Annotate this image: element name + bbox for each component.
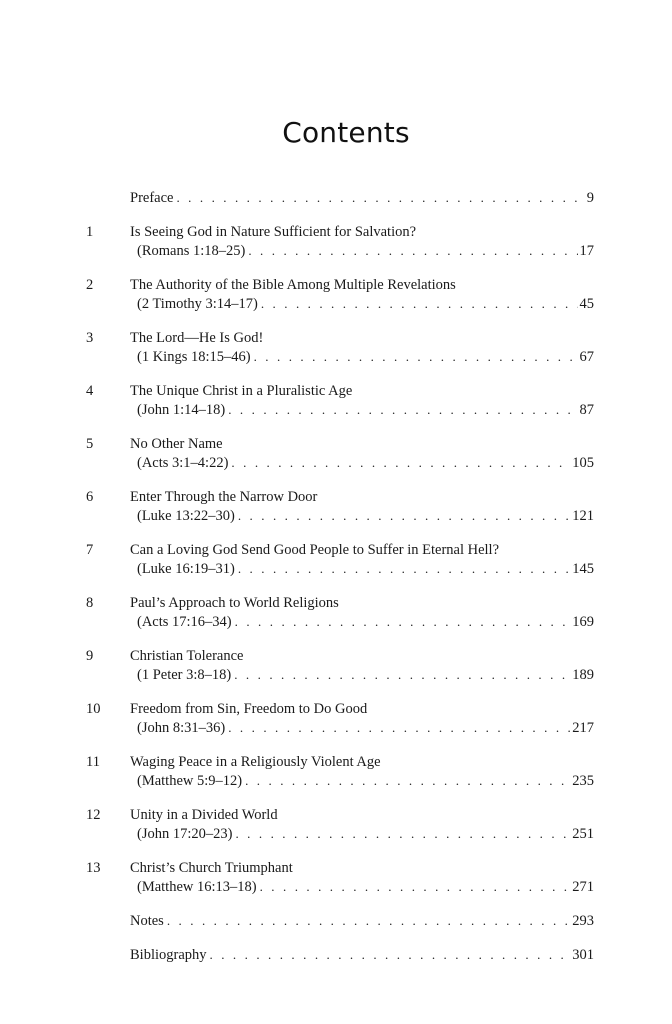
chapter-number: 8: [86, 595, 94, 611]
dot-leader: [238, 559, 570, 579]
toc-page-number: 9: [586, 190, 594, 206]
scripture-reference: (Matthew 16:13–18): [137, 879, 257, 895]
scripture-reference: (Acts 3:1–4:22): [137, 455, 229, 471]
scripture-reference: (2 Timothy 3:14–17): [137, 296, 258, 312]
chapter-title: No Other Name: [130, 436, 223, 452]
toc-entry-preface[interactable]: [130, 188, 594, 208]
toc-entry-label: Bibliography: [130, 947, 207, 963]
chapter-title: Enter Through the Narrow Door: [130, 489, 318, 505]
toc-page-number: 301: [572, 947, 594, 963]
toc-entry-bibliography[interactable]: [130, 945, 594, 965]
toc-chapter-4-ref[interactable]: [137, 400, 594, 420]
chapter-number: 11: [86, 754, 100, 770]
toc-page-number: 67: [579, 349, 594, 365]
scripture-reference: (John 8:31–36): [137, 720, 226, 736]
dot-leader: [176, 188, 584, 208]
page-title: Contents: [282, 116, 410, 149]
toc-chapter-11-ref[interactable]: [137, 771, 594, 791]
chapter-number: 4: [86, 383, 94, 399]
dot-leader: [248, 241, 577, 261]
dot-leader: [254, 347, 578, 367]
toc-page-number: 87: [579, 402, 594, 418]
chapter-title: Christian Tolerance: [130, 648, 244, 664]
toc-entry-label: Notes: [130, 913, 164, 929]
chapter-title: Unity in a Divided World: [130, 807, 278, 823]
toc-chapter-12-ref[interactable]: [137, 824, 594, 844]
chapter-title: The Lord—He Is God!: [130, 330, 264, 346]
chapter-number: 9: [86, 648, 94, 664]
toc-page-number: 293: [572, 913, 594, 929]
chapter-number: 3: [86, 330, 94, 346]
chapter-title: Freedom from Sin, Freedom to Do Good: [130, 701, 368, 717]
chapter-number: 10: [86, 701, 101, 717]
toc-page-number: 17: [579, 243, 594, 259]
toc-chapter-10-ref[interactable]: [137, 718, 594, 738]
chapter-title: The Authority of the Bible Among Multiple Revelations: [130, 277, 456, 293]
toc-page-number: 251: [572, 826, 594, 842]
chapter-title: Waging Peace in a Religiously Violent Age: [130, 754, 381, 770]
scripture-reference: (Romans 1:18–25): [137, 243, 246, 259]
chapter-number: 5: [86, 436, 94, 452]
toc-chapter-6-ref[interactable]: [137, 506, 594, 526]
scripture-reference: (Luke 13:22–30): [137, 508, 235, 524]
dot-leader: [167, 911, 570, 931]
toc-chapter-13-ref[interactable]: [137, 877, 594, 897]
dot-leader: [260, 877, 571, 897]
dot-leader: [238, 506, 570, 526]
toc-chapter-3-ref[interactable]: [137, 347, 594, 367]
toc-chapter-9-ref[interactable]: [137, 665, 594, 685]
toc-page-number: 45: [579, 296, 594, 312]
dot-leader: [210, 945, 571, 965]
chapter-number: 1: [86, 224, 94, 240]
toc-page-number: 235: [572, 773, 594, 789]
toc-page-number: 189: [572, 667, 594, 683]
toc-page-number: 145: [572, 561, 594, 577]
chapter-number: 2: [86, 277, 94, 293]
toc-chapter-1-ref[interactable]: [137, 241, 594, 261]
toc-entry-label: Preface: [130, 190, 174, 206]
scripture-reference: (Acts 17:16–34): [137, 614, 232, 630]
dot-leader: [235, 824, 570, 844]
chapter-title: The Unique Christ in a Pluralistic Age: [130, 383, 353, 399]
chapter-number: 7: [86, 542, 94, 558]
toc-page-number: 169: [572, 614, 594, 630]
toc-page-number: 121: [572, 508, 594, 524]
scripture-reference: (1 Peter 3:8–18): [137, 667, 232, 683]
dot-leader: [231, 453, 570, 473]
toc-page-number: 105: [572, 455, 594, 471]
dot-leader: [261, 294, 578, 314]
toc-chapter-2-ref[interactable]: [137, 294, 594, 314]
chapter-number: 12: [86, 807, 101, 823]
toc-chapter-7-ref[interactable]: [137, 559, 594, 579]
chapter-title: Can a Loving God Send Good People to Suffer in Eternal Hell?: [130, 542, 500, 558]
toc-page-number: 271: [572, 879, 594, 895]
chapter-title: Paul’s Approach to World Religions: [130, 595, 339, 611]
dot-leader: [228, 718, 570, 738]
chapter-title: Is Seeing God in Nature Sufficient for Salvation?: [130, 224, 417, 240]
scripture-reference: (John 1:14–18): [137, 402, 226, 418]
chapter-number: 13: [86, 860, 101, 876]
toc-chapter-8-ref[interactable]: [137, 612, 594, 632]
scripture-reference: (1 Kings 18:15–46): [137, 349, 251, 365]
scripture-reference: (Matthew 5:9–12): [137, 773, 243, 789]
chapter-title: Christ’s Church Triumphant: [130, 860, 293, 876]
chapter-number: 6: [86, 489, 94, 505]
dot-leader: [228, 400, 577, 420]
toc-entry-notes[interactable]: [130, 911, 594, 931]
dot-leader: [234, 665, 570, 685]
toc-page-number: 217: [572, 720, 594, 736]
scripture-reference: (Luke 16:19–31): [137, 561, 235, 577]
dot-leader: [235, 612, 571, 632]
scripture-reference: (John 17:20–23): [137, 826, 233, 842]
toc-chapter-5-ref[interactable]: [137, 453, 594, 473]
dot-leader: [245, 771, 570, 791]
